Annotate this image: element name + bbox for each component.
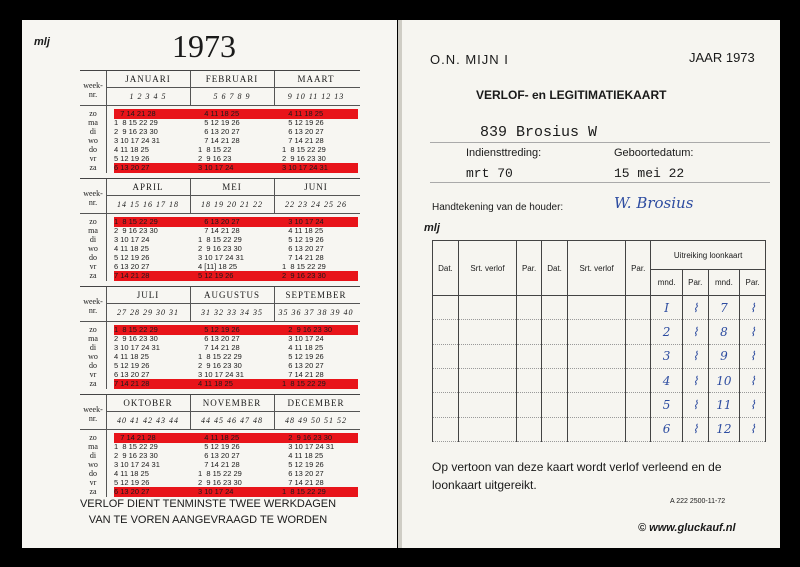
hand-month: 6 xyxy=(651,417,683,441)
month-days: 1 8 15 22 29 2 9 16 23 30 3 10 17 24 4 11 18 25 5 12 19 26 6 13 20 27 7 14 21 28 xyxy=(114,217,158,280)
week-numbers: 14 15 16 17 18 xyxy=(117,200,179,209)
divider xyxy=(106,195,360,196)
month-days: 7 14 21 28 1 8 15 22 29 2 9 16 23 30 3 10 17 24 31 4 11 18 25 5 12 19 26 6 13 20 27 xyxy=(114,433,160,496)
month-name: JULI xyxy=(136,290,160,300)
sub-par: Par. xyxy=(682,270,708,296)
weekday-label: za xyxy=(89,379,97,388)
week-numbers: 40 41 42 43 44 xyxy=(117,416,179,425)
divider xyxy=(80,321,360,322)
hand-month: 2 xyxy=(651,320,683,344)
weekday-label: wo xyxy=(88,136,98,145)
table-cell xyxy=(433,417,459,441)
watermark-mlj: mlj xyxy=(34,36,50,48)
table-row xyxy=(433,417,766,441)
table-cell xyxy=(433,296,459,320)
weekday-column xyxy=(80,217,106,280)
calendar-quarter xyxy=(80,70,360,175)
col-par: Par. xyxy=(517,241,542,296)
weekday-label: ma xyxy=(88,118,98,127)
sub-par-2: Par. xyxy=(740,270,766,296)
table-cell xyxy=(542,296,568,320)
table-cell xyxy=(517,417,542,441)
table-cell xyxy=(458,344,516,368)
table-cell xyxy=(568,296,626,320)
week-numbers: 48 49 50 51 52 xyxy=(285,416,347,425)
geboorte-value: 15 mei 22 xyxy=(614,166,685,181)
table-cell xyxy=(542,369,568,393)
week-numbers: 22 23 24 25 26 xyxy=(285,200,347,209)
weekday-label: zo xyxy=(89,433,97,442)
hand-par: ⌇ xyxy=(682,393,708,417)
weekday-label: do xyxy=(89,361,97,370)
col-dat-2: Dat. xyxy=(542,241,568,296)
hand-par-2: ⌇ xyxy=(740,296,766,320)
col-dat: Dat. xyxy=(433,241,459,296)
hand-par: ⌇ xyxy=(682,417,708,441)
table-cell xyxy=(542,417,568,441)
sub-mnd: mnd. xyxy=(651,270,683,296)
indienst-label: Indiensttreding: xyxy=(466,147,542,159)
table-cell xyxy=(542,344,568,368)
week-label: week- nr. xyxy=(83,405,103,423)
divider xyxy=(106,395,107,497)
calendar-footer-line1: VERLOF DIENT TENMINSTE TWEE WERKDAGEN xyxy=(79,498,337,510)
weekday-label: vr xyxy=(89,154,97,163)
footer-text: Op vertoon van deze kaart wordt verlof verleend en de loonkaart uitgereikt. xyxy=(432,460,722,492)
hand-par: ⌇ xyxy=(682,296,708,320)
month-days: 4 11 18 25 5 12 19 26 6 13 20 27 7 14 21 28 1 8 15 22 2 9 16 23 3 10 17 24 xyxy=(198,109,240,172)
hand-month-2: 7 xyxy=(708,296,740,320)
signature: W. Brosius xyxy=(614,194,694,212)
divider xyxy=(80,213,360,214)
table-cell xyxy=(626,417,651,441)
table-cell xyxy=(517,320,542,344)
month-days: 4 11 18 25 5 12 19 26 6 13 20 27 7 14 21 28 1 8 15 22 29 2 9 16 23 30 3 10 17 24 xyxy=(198,433,242,496)
divider xyxy=(106,287,107,389)
week-numbers: 18 19 20 21 22 xyxy=(201,200,263,209)
hand-month: I xyxy=(651,296,683,320)
week-numbers: 5 6 7 8 9 xyxy=(213,92,251,101)
table-cell xyxy=(626,369,651,393)
weekday-label: ma xyxy=(88,334,98,343)
hand-par-2: ⌇ xyxy=(740,344,766,368)
weekday-label: za xyxy=(89,271,97,280)
table-row xyxy=(433,320,766,344)
geboorte-label: Geboortedatum: xyxy=(614,147,694,159)
month-name: FEBRUARI xyxy=(205,74,259,84)
table-row xyxy=(433,296,766,320)
hand-month-2: 12 xyxy=(708,417,740,441)
table-cell xyxy=(517,344,542,368)
sub-mnd-2: mnd. xyxy=(708,270,740,296)
table-cell xyxy=(458,296,516,320)
table-row xyxy=(433,344,766,368)
month-days: 2 9 16 23 30 3 10 17 24 31 4 11 18 25 5 12 19 26 6 13 20 27 7 14 21 28 1 8 15 22 29 xyxy=(282,433,335,496)
hand-par-2: ⌇ xyxy=(740,417,766,441)
weekday-column xyxy=(80,325,106,388)
form-code: A 222 2500-11-72 xyxy=(670,498,726,505)
hand-month-2: 8 xyxy=(708,320,740,344)
month-name: DECEMBER xyxy=(287,398,345,408)
table-row xyxy=(433,393,766,417)
weekday-label: ma xyxy=(88,226,98,235)
hand-par-2: ⌇ xyxy=(740,369,766,393)
card-year: JAAR 1973 xyxy=(689,50,755,65)
table-cell xyxy=(568,320,626,344)
divider xyxy=(106,303,360,304)
week-label: week- nr. xyxy=(83,81,103,99)
hand-month: 4 xyxy=(651,369,683,393)
table-cell xyxy=(626,344,651,368)
col-srt-verlof: Srt. verlof xyxy=(458,241,516,296)
weekday-label: do xyxy=(89,253,97,262)
calendar-quarter xyxy=(80,178,360,283)
weekday-label: za xyxy=(89,163,97,172)
weekday-label: di xyxy=(89,127,97,136)
weekday-label: zo xyxy=(89,217,97,226)
table-cell xyxy=(433,369,459,393)
weekday-label: di xyxy=(89,235,97,244)
table-cell xyxy=(568,393,626,417)
leave-table xyxy=(432,240,766,442)
divider xyxy=(80,429,360,430)
table-cell xyxy=(433,320,459,344)
month-days: 7 14 21 28 1 8 15 22 29 2 9 16 23 30 3 10 17 24 31 4 11 18 25 5 12 19 26 6 13 20 27 xyxy=(114,109,160,172)
weekday-label: wo xyxy=(88,460,98,469)
leave-card-page xyxy=(402,20,780,548)
hand-par: ⌇ xyxy=(682,344,708,368)
table-cell xyxy=(458,393,516,417)
month-name: MEI xyxy=(222,182,242,192)
signature-label: Handtekening van de houder: xyxy=(432,202,564,213)
weekday-column xyxy=(80,433,106,496)
month-days: 6 13 20 27 7 14 21 28 1 8 15 22 29 2 9 16 23 30 3 10 17 24 31 4 [11] 18 25 5 12 19 26 xyxy=(198,217,244,280)
month-days: 4 11 18 25 5 12 19 26 6 13 20 27 7 14 21 28 1 8 15 22 29 2 9 16 23 30 3 10 17 24 31 xyxy=(282,109,328,172)
divider xyxy=(430,142,770,143)
calendar-quarter xyxy=(80,394,360,499)
weekday-label: zo xyxy=(89,325,97,334)
week-numbers: 1 2 3 4 5 xyxy=(129,92,167,101)
table-cell xyxy=(626,393,651,417)
week-numbers: 35 36 37 38 39 40 xyxy=(278,308,354,317)
hand-par-2: ⌇ xyxy=(740,320,766,344)
divider xyxy=(106,87,360,88)
col-par-2: Par. xyxy=(626,241,651,296)
weekday-label: di xyxy=(89,343,97,352)
calendar-quarter xyxy=(80,286,360,391)
calendar-page xyxy=(22,20,397,548)
table-cell xyxy=(517,369,542,393)
calendar-footer-line2: VAN TE VOREN AANGEVRAAGD TE WORDEN xyxy=(88,514,328,526)
table-cell xyxy=(542,320,568,344)
month-days: 3 10 17 24 4 11 18 25 5 12 19 26 6 13 20 27 7 14 21 28 1 8 15 22 29 2 9 16 23 30 xyxy=(282,217,326,280)
hand-month-2: 11 xyxy=(708,393,740,417)
month-days: 1 8 15 22 29 2 9 16 23 30 3 10 17 24 31 4 11 18 25 5 12 19 26 6 13 20 27 7 14 21 28 xyxy=(114,325,160,388)
weekday-label: do xyxy=(89,469,97,478)
divider xyxy=(80,105,360,106)
week-numbers: 27 28 29 30 31 xyxy=(117,308,179,317)
table-cell xyxy=(626,320,651,344)
weekday-label: zo xyxy=(89,109,97,118)
hand-month: 5 xyxy=(651,393,683,417)
week-numbers: 9 10 11 12 13 xyxy=(287,92,345,101)
divider xyxy=(106,411,360,412)
month-name: NOVEMBER xyxy=(202,398,262,408)
table-cell xyxy=(458,320,516,344)
table-cell xyxy=(568,344,626,368)
weekday-label: di xyxy=(89,451,97,460)
card-title: VERLOF- en LEGITIMATIEKAART xyxy=(476,88,667,102)
month-name: MAART xyxy=(297,74,335,84)
week-label: week- nr. xyxy=(83,297,103,315)
table-cell xyxy=(568,417,626,441)
month-days: 5 12 19 26 6 13 20 27 7 14 21 28 1 8 15 22 29 2 9 16 23 30 3 10 17 24 31 4 11 18 25 xyxy=(198,325,244,388)
employee-name-number: 839 Brosius W xyxy=(480,124,598,141)
table-row xyxy=(433,369,766,393)
hand-par: ⌇ xyxy=(682,320,708,344)
weekday-label: vr xyxy=(89,478,97,487)
table-cell xyxy=(626,296,651,320)
weekday-label: za xyxy=(89,487,97,496)
table-cell xyxy=(568,369,626,393)
table-cell xyxy=(517,296,542,320)
table-cell xyxy=(433,393,459,417)
weekday-label: vr xyxy=(89,262,97,271)
weekday-label: wo xyxy=(88,244,98,253)
table-cell xyxy=(517,393,542,417)
week-numbers: 44 45 46 47 48 xyxy=(201,416,263,425)
table-cell xyxy=(542,393,568,417)
divider xyxy=(106,179,107,281)
hand-par: ⌇ xyxy=(682,369,708,393)
divider xyxy=(430,182,770,183)
weekday-label: do xyxy=(89,145,97,154)
month-name: SEPTEMBER xyxy=(285,290,347,300)
month-name: AUGUSTUS xyxy=(203,290,260,300)
month-name: JANUARI xyxy=(125,74,171,84)
week-numbers: 31 32 33 34 35 xyxy=(201,308,263,317)
indienst-value: mrt 70 xyxy=(466,166,513,181)
copyright: © www.gluckauf.nl xyxy=(638,522,736,534)
hand-month: 3 xyxy=(651,344,683,368)
company-name: O.N. MIJN I xyxy=(430,52,509,67)
weekday-label: wo xyxy=(88,352,98,361)
calendar-year: 1973 xyxy=(172,28,236,64)
table-cell xyxy=(458,369,516,393)
table-cell xyxy=(433,344,459,368)
hand-month-2: 9 xyxy=(708,344,740,368)
weekday-column xyxy=(80,109,106,172)
col-srt-verlof-2: Srt. verlof xyxy=(568,241,626,296)
weekday-label: ma xyxy=(88,442,98,451)
table-cell xyxy=(458,417,516,441)
month-days: 2 9 16 23 30 3 10 17 24 4 11 18 25 5 12 19 26 6 13 20 27 7 14 21 28 1 8 15 22 29 xyxy=(282,325,333,388)
uitreiking-header: Uitreiking loonkaart xyxy=(651,241,766,270)
hand-month-2: 10 xyxy=(708,369,740,393)
hand-par-2: ⌇ xyxy=(740,393,766,417)
month-name: APRIL xyxy=(132,182,164,192)
month-name: OKTOBER xyxy=(123,398,173,408)
divider xyxy=(106,71,107,173)
week-label: week- nr. xyxy=(83,189,103,207)
weekday-label: vr xyxy=(89,370,97,379)
month-name: JUNI xyxy=(304,182,328,192)
watermark-mlj-2: mlj xyxy=(424,222,440,234)
